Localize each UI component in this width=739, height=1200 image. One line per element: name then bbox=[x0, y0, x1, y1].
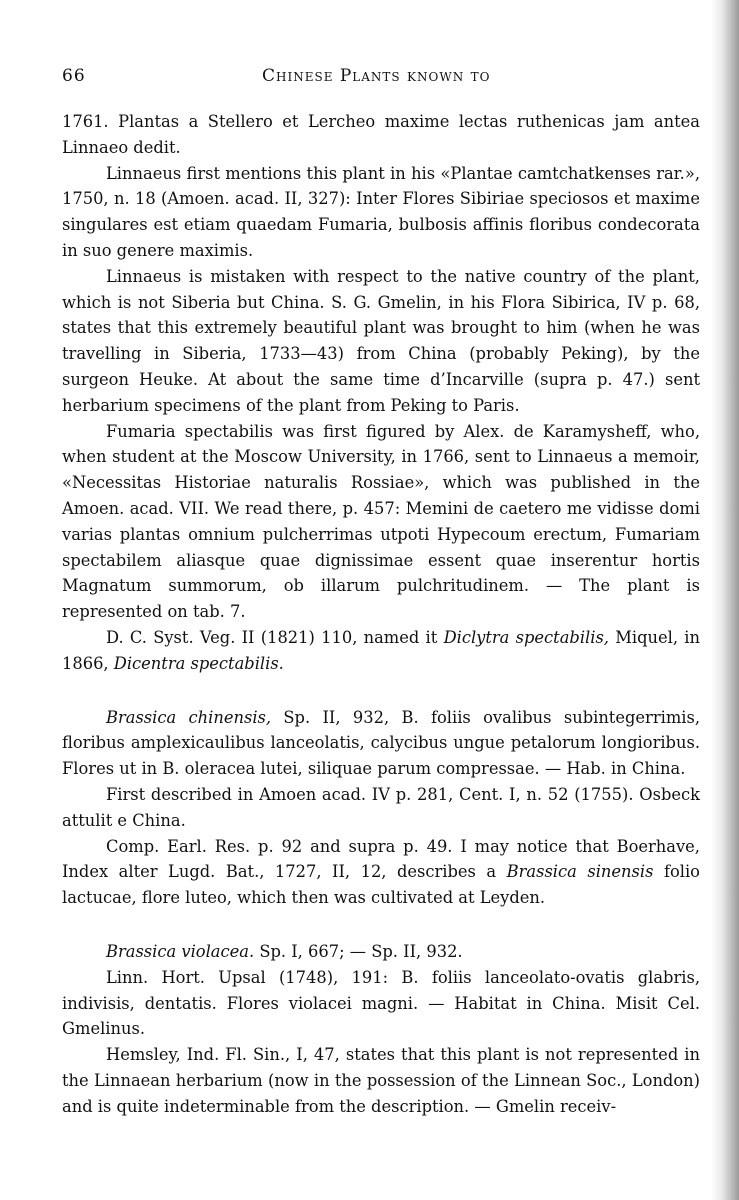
entry-brassica-violacea bbox=[62, 939, 700, 965]
body-text bbox=[62, 109, 700, 1119]
page-header bbox=[62, 66, 700, 90]
text-run: Sp. II, 932, B. foliis ovalibus subintegerrimis, floribus amplexicaulibus lanceolatis, calycibus ungue petalorum longioribus. Flores ut in B. oleracea lutei, siliquae parum compressae. — Hab. in China. bbox=[62, 707, 700, 779]
paragraph-linnaeus-mistaken: Linnaeus is mistaken with respect to the native country of the plant, which is not Siberia but China. S. G. Gmelin, in his Flora Sibirica, IV p. 68, states that this extremely beautiful plant was brought to him (when he was travelling in Siberia, 1733—43) from China (probably Peking), by the surgeon Heuke. At about the same time d’Incarville (supra p. 47.) sent herbarium specimens of the plant from Peking to Paris. bbox=[62, 266, 700, 415]
text-run: folio lactucae, flore luteo, which then was cultivated at Leyden. bbox=[62, 862, 700, 908]
section-gap bbox=[62, 911, 700, 939]
text-run: D. C. Syst. Veg. II (1821) 110, named it bbox=[106, 627, 444, 647]
species-name: Brassica violacea. bbox=[106, 941, 255, 961]
paragraph-dc-syst-veg bbox=[62, 625, 700, 677]
paragraph-hort-upsal: Linn. Hort. Upsal (1748), 191: B. foliis lanceolato-ovatis glabris, indivisis, dentatis. Flores violacei magni. — Habitat in China. Misit Cel. Gmelinus. bbox=[62, 967, 700, 1039]
entry-brassica-chinensis bbox=[62, 705, 700, 782]
species-name: Diclytra spectabilis, bbox=[443, 627, 609, 647]
running-head: Chinese Plants known to bbox=[262, 66, 491, 86]
paragraph-linnaeus-first: Linnaeus first mentions this plant in his «Plantae camtchatkenses rar.», 1750, n. 18 (Amoen. acad. II, 327): Inter Flores Sibiriae speciosos et maxime singulares est etiam quaedam Fumaria, bulbosis affinis floribus condecorata in suo genere maximis. bbox=[62, 163, 700, 260]
paragraph-continuation: 1761. Plantas a Stellero et Lercheo maxime lectas ruthenicas jam antea Linnaeo dedit. bbox=[62, 112, 700, 157]
paragraph-comp-earl bbox=[62, 834, 700, 911]
species-name: Brassica chinensis, bbox=[106, 707, 272, 727]
page-number: 66 bbox=[62, 66, 86, 86]
page-edge-shadow bbox=[711, 0, 739, 1200]
text-run: Sp. I, 667; — Sp. II, 932. bbox=[254, 941, 463, 961]
paragraph-hemsley: Hemsley, Ind. Fl. Sin., I, 47, states that this plant is not represented in the Linnaean herbarium (now in the possession of the Linnean Soc., London) and is quite indeterminable from the description. — Gmelin receiv- bbox=[62, 1045, 700, 1116]
species-name: Brassica sinensis bbox=[506, 862, 654, 882]
text-run: Miquel, in 1866, bbox=[62, 627, 700, 673]
text-run: Comp. Earl. Res. p. 92 and supra p. 49. I may notice that Boerhave, Index alter Lugd. Bat., 1727, II, 12, describes a bbox=[62, 836, 700, 882]
species-name: Dicentra spectabilis. bbox=[113, 653, 284, 673]
paragraph-fumaria-figured: Fumaria spectabilis was first figured by Alex. de Karamysheff, who, when student at the Moscow University, in 1766, sent to Linnaeus a memoir, «Necessitas Historiae naturalis Rossiae», which was published in the Amoen. acad. VII. We read there, p. 457: Memini de caetero me vidisse domi varias plantas omnium pulcherrimas utpoti Hypecoum erectum, Fumariam spectabilem aliasque quae dignissimae essent quae inserentur hortis Magnatum summorum, ob illarum pulchritudinem. — The plant is represented on tab. 7. bbox=[62, 421, 700, 622]
paragraph-first-described: First described in Amoen acad. IV p. 281, Cent. I, n. 52 (1755). Osbeck attulit e China. bbox=[62, 784, 700, 830]
section-gap bbox=[62, 677, 700, 705]
